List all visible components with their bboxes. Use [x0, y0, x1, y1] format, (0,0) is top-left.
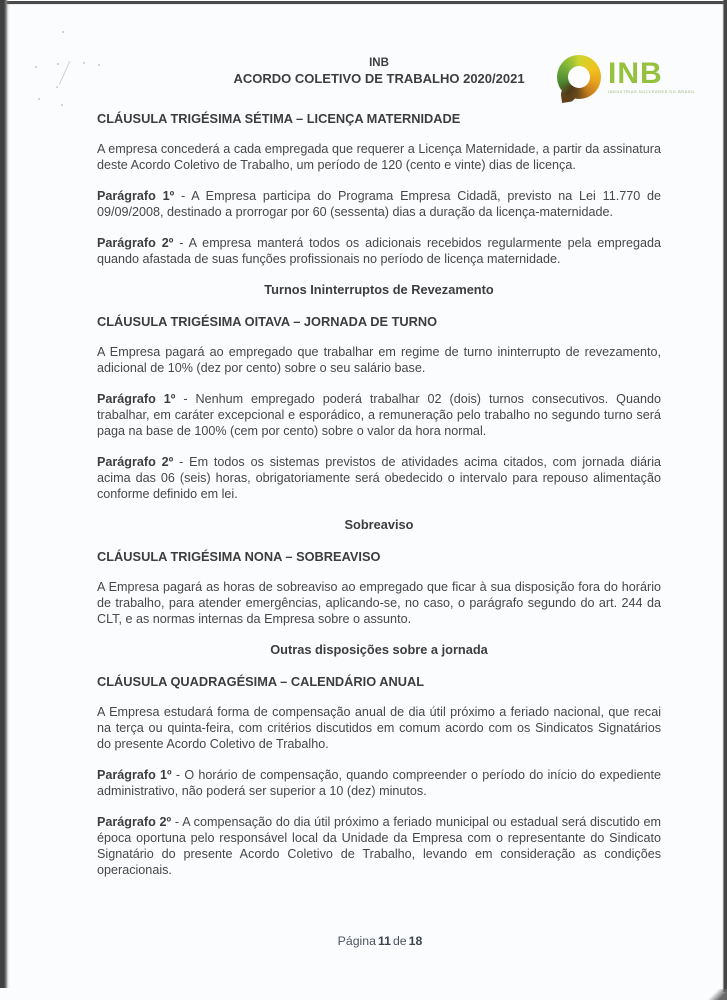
clause-40-paragraph-1 — [97, 767, 661, 799]
clause-40-paragraph-2 — [97, 814, 661, 878]
section-heading-outras-disposicoes: Outras disposições sobre a jornada — [270, 642, 488, 657]
paragraph-1-label: Parágrafo 1º — [97, 189, 175, 203]
clause-37-paragraph-1 — [97, 188, 661, 220]
paragraph-2-text: - A empresa manterá todos os adicionais recebidos regularmente pela empregada quando afastada de suas funções profissionais no período de licença maternidade. — [97, 236, 661, 266]
logo-ring-icon — [557, 55, 601, 99]
clause-38-body: A Empresa pagará ao empregado que trabalhar em regime de turno ininterrupto de revezamento, adicional de 10% (dez por cento) sobre o seu salário base. — [97, 345, 661, 375]
clause-38-paragraph-2 — [97, 454, 661, 502]
footer-total-pages: 18 — [408, 934, 423, 948]
logo-wordmark-text: INB — [608, 57, 663, 90]
scan-edge-top — [0, 0, 727, 5]
paragraph-1-text: - A Empresa participa do Programa Empresa Cidadã, previsto na Lei 11.770 de 09/09/2008, destinado a prorrogar por 60 (sessenta) dias a duração da licença-maternidade. — [97, 189, 661, 219]
clause-38-paragraph-1 — [97, 391, 661, 439]
paragraph-2-label: Parágrafo 2º — [97, 815, 172, 829]
paragraph-1-label: Parágrafo 1º — [97, 768, 172, 782]
document-header — [97, 56, 696, 94]
inb-logo-mark-icon — [557, 55, 601, 103]
clause-37-paragraph-2 — [97, 235, 661, 267]
clause-37-title: CLÁUSULA TRIGÉSIMA SÉTIMA – LICENÇA MATERNIDADE — [97, 111, 461, 126]
paragraph-1-text: - O horário de compensação, quando compreender o período do início do expediente administrativo, não poderá ser superior a 10 (dez) minutos. — [97, 768, 661, 798]
paragraph-2-label: Parágrafo 2º — [97, 455, 174, 469]
clause-39-body: A Empresa pagará as horas de sobreaviso ao empregado que ficar à sua disposição fora do horário de trabalho, para atender emergências, aplicando-se, no caso, o parágrafo segundo do art. 244 da CLT, e as normas internas da Empresa sobre o assunto. — [97, 580, 661, 626]
section-heading-sobreaviso: Sobreaviso — [344, 517, 414, 532]
clause-39-title: CLÁUSULA TRIGÉSIMA NONA – SOBREAVISO — [97, 549, 381, 564]
paragraph-1-label: Parágrafo 1º — [97, 392, 176, 406]
scan-edge-right — [722, 0, 727, 992]
clause-38-title: CLÁUSULA TRIGÉSIMA OITAVA – JORNADA DE TURNO — [97, 314, 438, 329]
paragraph-2-text: - Em todos os sistemas previstos de atividades acima citados, com jornada diária acima das 06 (seis) horas, obrigatoriamente será obedecido o intervalo para repouso alimentação conforme definido em lei. — [97, 455, 661, 501]
header-company-name: INB — [369, 57, 389, 69]
section-heading-turnos: Turnos Ininterruptos de Revezamento — [264, 282, 494, 297]
page-number-footer — [97, 934, 661, 948]
footer-current-page: 11 — [377, 934, 391, 948]
clause-40-title: CLÁUSULA QUADRAGÉSIMA – CALENDÁRIO ANUAL — [97, 674, 425, 689]
paragraph-1-text: - Nenhum empregado poderá trabalhar 02 (dois) turnos consecutivos. Quando trabalhar, em caráter excepcional e esporádico, a remuneração pelo trabalho no segundo turno será paga na base de 100% (cem por cento) sobre o valor da hora normal. — [97, 392, 661, 438]
footer-prefix: Página — [337, 934, 376, 948]
scan-corner-bottom-right — [705, 989, 727, 1000]
clause-40-body: A Empresa estudará forma de compensação anual de dia útil próximo a feriado nacional, que recai na terça ou quinta-feira, com critérios discutidos em comum acordo com os Sindicatos Signatários do presente Acordo Coletivo de Trabalho. — [97, 705, 661, 751]
paragraph-2-text: - A compensação do dia útil próximo a feriado municipal ou estadual será discutido em época oportuna pelo responsável local da Unidade da Empresa com o representante do Sindicato Signatário do presente Acordo Coletivo de Trabalho, levando em consideração as condições operacionais. — [97, 815, 661, 877]
paragraph-2-label: Parágrafo 2º — [97, 236, 174, 250]
inb-logo — [557, 55, 696, 105]
scan-edge-left — [0, 0, 10, 988]
document-title: ACORDO COLETIVO DE TRABALHO 2020/2021 — [233, 71, 525, 86]
logo-wordmark — [608, 55, 695, 94]
logo-tagline: INDÚSTRIAS NUCLEARES DO BRASIL — [608, 89, 696, 94]
clause-37-body: A empresa concederá a cada empregada que requerer a Licença Maternidade, a partir da assinatura deste Acordo Coletivo de Trabalho, um período de 120 (cento e vinte) dias de licença. — [97, 142, 661, 172]
footer-separator: de — [392, 934, 407, 948]
